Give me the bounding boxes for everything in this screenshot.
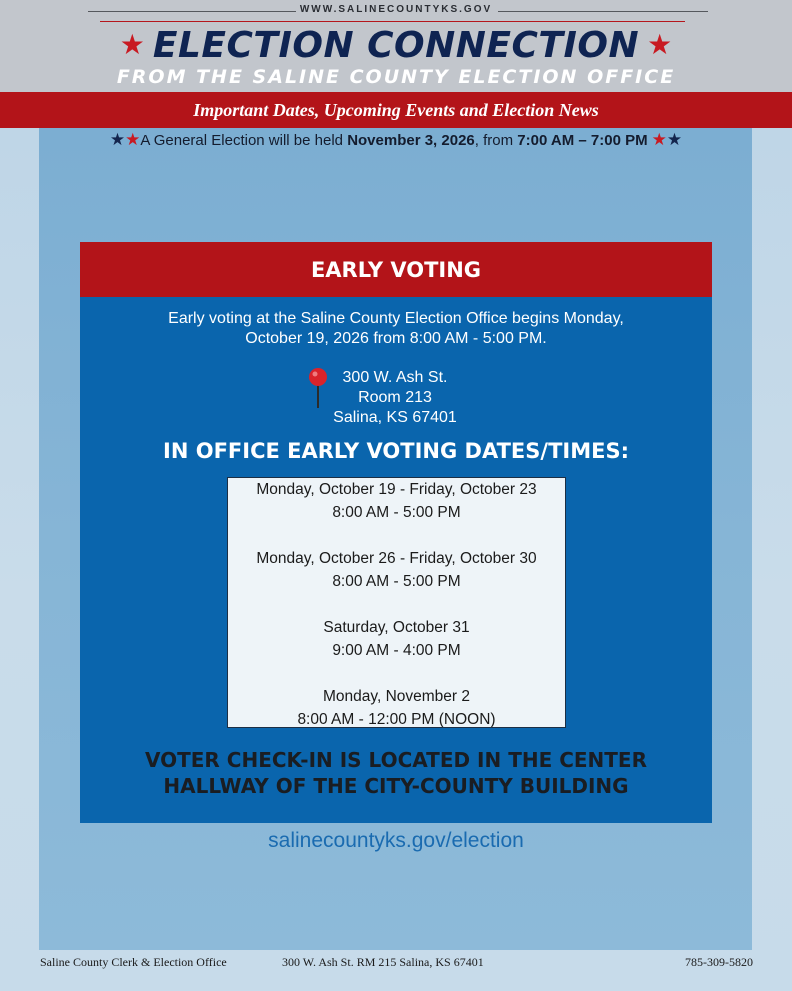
website-label[interactable]: WWW.SALINECOUNTYKS.GOV <box>299 4 493 15</box>
footer-phone[interactable]: 785-309-5820 <box>685 955 753 969</box>
schedule-hours: 8:00 AM - 12:00 PM (NOON) <box>297 711 496 728</box>
star-icon: ★ <box>651 130 667 149</box>
schedule-box <box>227 477 566 728</box>
intro-line: Early voting at the Saline County Election Office begins Monday, <box>168 310 624 327</box>
schedule-hours: 8:00 AM - 5:00 PM <box>332 573 461 590</box>
schedule-item <box>228 685 565 728</box>
star-icon: ★ <box>109 130 126 149</box>
schedule-dates: Monday, October 26 - Friday, October 30 <box>256 550 537 567</box>
address-line: Room 213 <box>358 389 432 406</box>
early-voting-intro <box>110 309 682 349</box>
title-row <box>0 22 792 68</box>
tagline: Important Dates, Upcoming Events and Election News <box>193 99 599 120</box>
star-icon: ★ <box>666 130 683 149</box>
tagline-bar <box>0 92 792 128</box>
early-voting-header <box>80 242 712 297</box>
footer-office: Saline County Clerk & Election Office <box>40 955 227 969</box>
schedule-item <box>228 616 565 662</box>
schedule-title: IN OFFICE EARLY VOTING DATES/TIMES: <box>163 439 629 463</box>
announcement-middle: , from <box>474 131 518 149</box>
announcement-date: November 3, 2026 <box>347 131 475 149</box>
address-line: 300 W. Ash St. <box>342 369 448 386</box>
footer <box>40 955 753 971</box>
address-line: Salina, KS 67401 <box>333 409 457 426</box>
announcement-hours: 7:00 AM – 7:00 PM <box>517 131 648 149</box>
schedule-item <box>228 478 565 524</box>
schedule-hours: 8:00 AM - 5:00 PM <box>332 504 461 521</box>
schedule-dates: Monday, October 19 - Friday, October 23 <box>256 481 537 498</box>
star-icon: ★ <box>647 29 673 60</box>
star-icon: ★ <box>125 130 141 149</box>
early-voting-card <box>80 242 712 823</box>
election-website-link[interactable]: salinecountyks.gov/election <box>268 829 524 852</box>
checkin-line: HALLWAY OF THE CITY-COUNTY BUILDING <box>163 774 629 798</box>
schedule-item <box>228 547 565 593</box>
checkin-notice <box>80 747 712 799</box>
masthead <box>0 0 792 92</box>
newsletter-subtitle: FROM THE SALINE COUNTY ELECTION OFFICE <box>116 66 676 88</box>
intro-line: October 19, 2026 from 8:00 AM - 5:00 PM. <box>245 330 547 347</box>
schedule-dates: Saturday, October 31 <box>323 619 470 636</box>
announcement-prefix: A General Election will be held <box>140 131 348 149</box>
election-announcement <box>0 130 792 150</box>
early-voting-heading: EARLY VOTING <box>310 257 482 282</box>
star-icon: ★ <box>119 29 145 60</box>
checkin-line: VOTER CHECK-IN IS LOCATED IN THE CENTER <box>144 748 647 772</box>
newsletter-title: ELECTION CONNECTION <box>152 24 640 66</box>
schedule-hours: 9:00 AM - 4:00 PM <box>332 642 461 659</box>
footer-address: 300 W. Ash St. RM 215 Salina, KS 67401 <box>282 955 484 969</box>
office-address <box>320 368 470 428</box>
schedule-dates: Monday, November 2 <box>322 688 471 705</box>
